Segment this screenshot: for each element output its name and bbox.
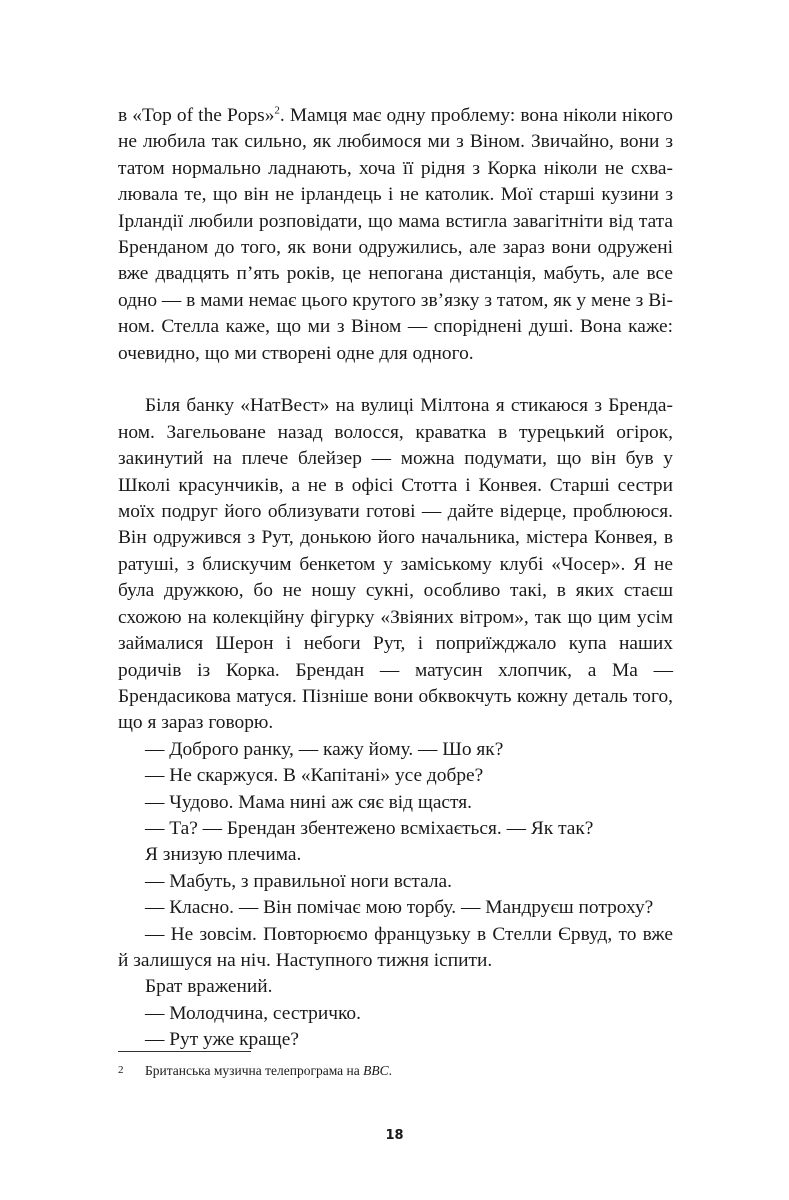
footnote-reference: 2: [274, 104, 280, 117]
paragraph-2: Біля банку «НатВест» на вулиці Мілтона я стикаюся з Бренданом. Загельоване назад волосся, краватка в турецький огірок, закинутий на плече блейзер — можна подумати, що він був у Школі красунчиків, а не в офісі Стотта і Конвея. Старші сестри моїх подруг його облизувати готові — дайте відерце, проблююся. Він одружився з Рут, донькою його начальника, містера Конвея, в ратуші, з блискучим бенкетом у заміському клубі «Чосер». Я не була дружкою, бо не ношу сукні, особливо такі, в яких стаєш схожою на колекційну фігурку «Звіяних вітром», так що цим усім займалися Шерон і небоги Рут, і поприїжджало купа наших родичів із Корка. Брендан — матусин хлопчик, а Ма — Брендасикова матуся. Пізніше вони обквокчуть кожну деталь того, що я зараз говорю.: [118, 395, 673, 734]
paragraph-1-rest: . Мамця має одну проблему: вона ніколи нікого не любила так сильно, як любимося ми з Віном. Звичайно, вони з татом нормально ладнають, хоча її рідня з Корка ніколи не схвалювала те, що він не ірландець і не католик. Мої старші кузини з Ірландії любили розповідати, що мама встигла завагітніти від тата Бренданом до того, як вони одружились, але зараз вони одружені вже двадцять п’ять років, це непогана дистанція, мабуть, але все одно — в мами немає цього крутого зв’язку з татом, як у мене з Віном. Стелла каже, що ми з Віном — споріднені душі. Вона каже: очевидно, що ми створені одне для одного.: [118, 105, 673, 364]
dialogue-line: — Доброго ранку, — кажу йому. — Шо як?: [145, 738, 504, 760]
dialogue-line: — Мабуть, з правильної ноги встала.: [145, 870, 452, 892]
paragraph-gap: [118, 367, 673, 393]
dialogue-line: — Не зовсім. Повторюємо французьку в Стелли Єрвуд, то вже й залишуся на ніч. Наступного тижня іспити.: [118, 923, 673, 971]
footnote-text-italic: BBC: [363, 1063, 389, 1078]
dialogue-line: — Та? — Брендан збентежено всміхається. — Як так?: [145, 817, 594, 839]
dialogue-line: Брат вражений.: [145, 976, 273, 998]
dialogue-line: — Рут уже краще?: [145, 1029, 299, 1051]
footnote-text-end: .: [388, 1063, 393, 1078]
dialogue-line: Я знизую плечима.: [145, 844, 302, 866]
paragraph-1: [118, 103, 673, 367]
dialogue-line: — Чудово. Мама нині аж сяє від щастя.: [145, 791, 473, 813]
footnote-mark: 2: [118, 1064, 124, 1076]
footnote-divider: [118, 1051, 251, 1052]
dialogue-line: — Класно. — Він помічає мою торбу. — Мандруєш потроху?: [145, 897, 654, 919]
body-text: [118, 103, 673, 1054]
page-number: 18: [385, 1128, 404, 1143]
footnote-text: Британська музична телепрограма на: [145, 1063, 364, 1078]
dialogue-line: — Молодчина, сестричко.: [145, 1002, 361, 1024]
dialogue-line: — Не скаржуся. В «Капітані» усе добре?: [145, 765, 484, 787]
paragraph-1-start: в «Top of the Pops»: [118, 105, 275, 126]
footnote: [118, 1061, 678, 1080]
